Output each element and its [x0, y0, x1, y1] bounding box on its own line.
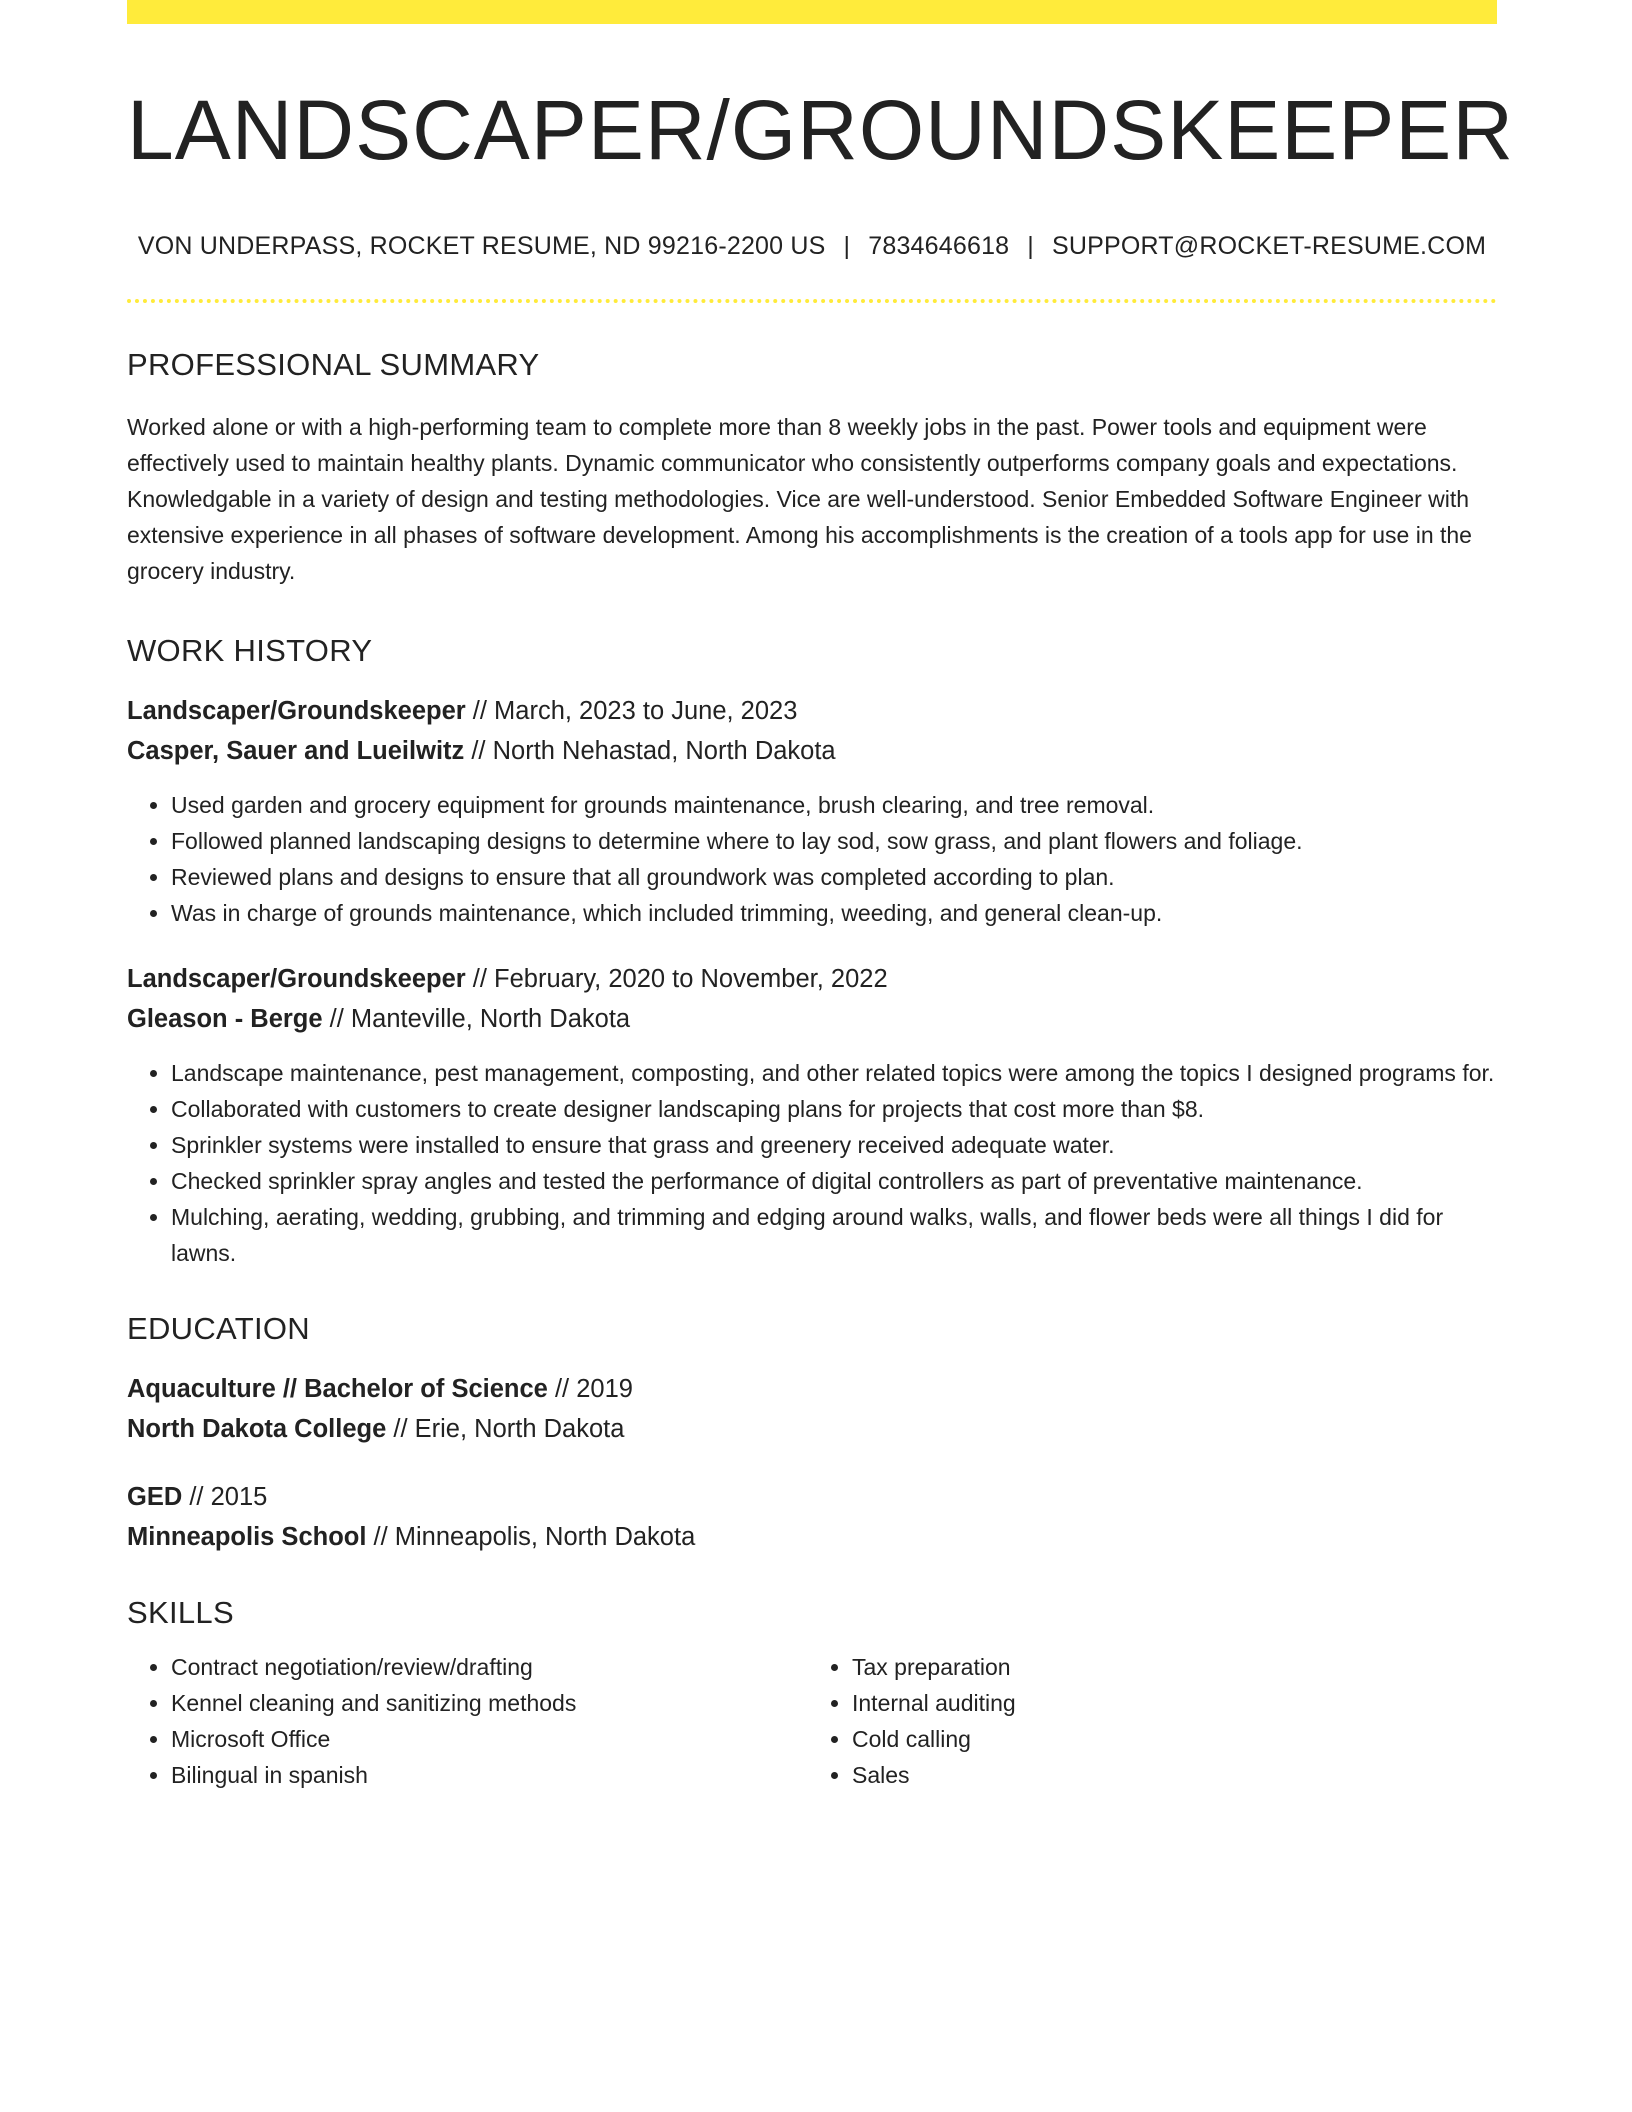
education-location: // Minneapolis, North Dakota [366, 1523, 696, 1552]
contact-separator: | [1027, 232, 1034, 261]
education-degree-line [127, 1369, 1497, 1409]
skill-item: • Internal auditing [852, 1685, 1482, 1721]
skills-heading: SKILLS [127, 1595, 234, 1631]
job-bullets [127, 1055, 1497, 1271]
skill-item: • Sales [852, 1757, 1482, 1793]
skill-item: • Bilingual in spanish [171, 1757, 801, 1793]
education-school-line [127, 1517, 1497, 1557]
dotted-divider [127, 299, 1497, 303]
education-school-line [127, 1409, 1497, 1449]
contact-phone[interactable]: 7834646618 [868, 232, 1010, 261]
education-entry [127, 1477, 1497, 1557]
education-location: // Erie, North Dakota [386, 1415, 625, 1444]
education-school: North Dakota College [127, 1415, 387, 1444]
job-location: // Manteville, North Dakota [322, 1005, 631, 1034]
job-bullet: • Mulching, aerating, wedding, grubbing, and trimming and edging around walks, walls, and flower beds were all things I did for lawns. [171, 1199, 1497, 1271]
job-role: Landscaper/Groundskeeper [127, 965, 466, 994]
summary-text: Worked alone or with a high-performing team to complete more than 8 weekly jobs in the past. Power tools and equipment were effectively used to maintain healthy plants. Dynamic communicator who consistently outperforms company goals and expectations. Knowledgable in a variety of design and testing methodologies. Vice are well-understood. Senior Embedded Software Engineer with extensive experience in all phases of software development. Among his accomplishments is the creation of a tools app for use in the grocery industry. [127, 414, 1472, 585]
job-bullet: • Landscape maintenance, pest management, composting, and other related topics were among the topics I designed programs for. [171, 1055, 1497, 1091]
job-role: Landscaper/Groundskeeper [127, 697, 466, 726]
job-company: Gleason - Berge [127, 1005, 323, 1034]
job-bullet: • Checked sprinkler spray angles and tested the performance of digital controllers as part of preventative maintenance. [171, 1163, 1497, 1199]
summary-heading: PROFESSIONAL SUMMARY [127, 347, 540, 383]
skill-item: • Kennel cleaning and sanitizing methods [171, 1685, 801, 1721]
work-history-heading: WORK HISTORY [127, 633, 373, 669]
job-bullets [127, 787, 1497, 931]
work-entry [127, 691, 1497, 931]
education-school: Minneapolis School [127, 1523, 367, 1552]
job-dates: // February, 2020 to November, 2022 [465, 965, 888, 994]
skills-columns [127, 1649, 1497, 1793]
skill-item: • Contract negotiation/review/drafting [171, 1649, 801, 1685]
education-degree: GED [127, 1483, 183, 1512]
skill-item: • Tax preparation [852, 1649, 1482, 1685]
work-entry [127, 959, 1497, 1271]
job-dates: // March, 2023 to June, 2023 [465, 697, 798, 726]
education-entry [127, 1369, 1497, 1449]
education-heading: EDUCATION [127, 1311, 310, 1347]
job-title-line [127, 959, 1497, 999]
skill-item: • Microsoft Office [171, 1721, 801, 1757]
contact-email[interactable]: SUPPORT@ROCKET-RESUME.COM [1051, 232, 1487, 261]
job-location: // North Nehastad, North Dakota [464, 737, 836, 766]
job-company-line [127, 731, 1497, 771]
job-bullet: • Reviewed plans and designs to ensure that all groundwork was completed according to plan. [171, 859, 1497, 895]
job-company: Casper, Sauer and Lueilwitz [127, 737, 465, 766]
job-bullet: • Was in charge of grounds maintenance, which included trimming, weeding, and general clean-up. [171, 895, 1497, 931]
resume-name-title: LANDSCAPER/GROUNDSKEEPER [127, 83, 1514, 177]
education-degree-line [127, 1477, 1497, 1517]
contact-line [127, 232, 1497, 261]
skills-list-left [127, 1649, 801, 1793]
job-bullet: • Collaborated with customers to create designer landscaping plans for projects that cost more than $8. [171, 1091, 1497, 1127]
accent-top-bar [127, 0, 1497, 24]
job-company-line [127, 999, 1497, 1039]
job-bullet: • Used garden and grocery equipment for grounds maintenance, brush clearing, and tree removal. [171, 787, 1497, 823]
contact-separator: | [843, 232, 851, 261]
skill-item: • Cold calling [852, 1721, 1482, 1757]
job-bullet: • Sprinkler systems were installed to ensure that grass and greenery received adequate water. [171, 1127, 1497, 1163]
education-degree: Aquaculture // Bachelor of Science [127, 1375, 548, 1404]
skills-list-right [801, 1649, 1482, 1793]
contact-address: VON UNDERPASS, ROCKET RESUME, ND 99216-2200 US [137, 232, 826, 261]
education-year: // 2015 [182, 1483, 268, 1512]
job-title-line [127, 691, 1497, 731]
education-year: // 2019 [547, 1375, 633, 1404]
job-bullet: • Followed planned landscaping designs to determine where to lay sod, sow grass, and plant flowers and foliage. [171, 823, 1497, 859]
resume-page [127, 0, 1514, 1793]
